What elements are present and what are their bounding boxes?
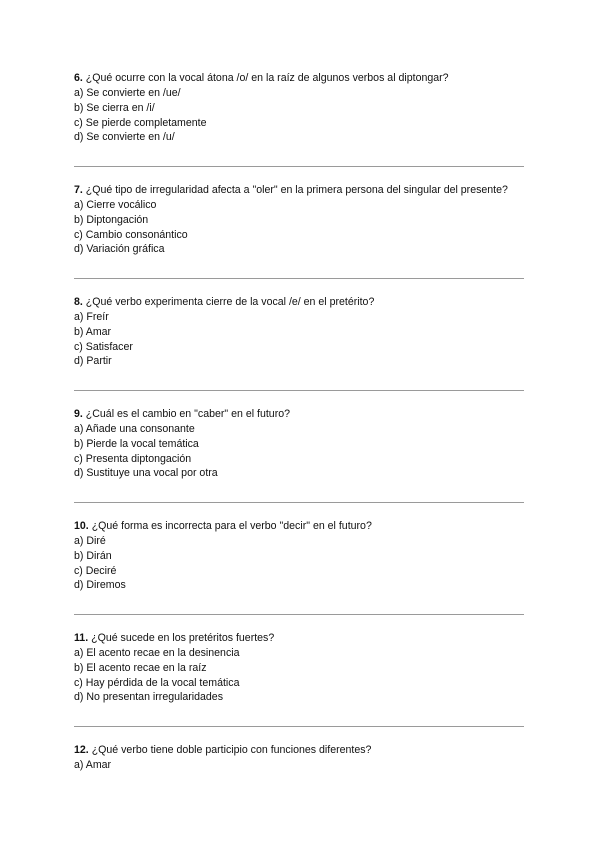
question-6 — [74, 71, 534, 145]
question-text: ¿Qué verbo tiene doble participio con funciones diferentes? — [91, 744, 372, 756]
option-a: a) El acento recae en la desinencia — [74, 647, 240, 659]
option-d: d) Variación gráfica — [74, 243, 165, 256]
question-stem — [74, 71, 534, 86]
option-a: a) Añade una consonante — [74, 423, 195, 435]
option-b: b) Dirán — [74, 549, 112, 562]
question-text: ¿Qué ocurre con la vocal átona /o/ en la raíz de algunos verbos al diptongar? — [85, 72, 449, 84]
question-text: ¿Qué sucede en los pretéritos fuertes? — [91, 632, 275, 644]
question-9 — [74, 407, 534, 481]
option-d: d) No presentan irregularidades — [74, 691, 223, 704]
question-text: ¿Qué forma es incorrecta para el verbo "decir" en el futuro? — [91, 520, 372, 532]
option-b: b) El acento recae en la raíz — [74, 661, 207, 674]
question-stem — [74, 183, 534, 198]
option-d: d) Se convierte en /u/ — [74, 131, 175, 144]
question-number: 10. — [74, 520, 89, 532]
question-stem — [74, 407, 534, 422]
question-number: 11. — [74, 632, 89, 644]
option-c: c) Cambio consonántico — [74, 228, 188, 241]
question-number: 9. — [74, 408, 83, 420]
separator-line — [74, 390, 524, 391]
question-stem — [74, 295, 534, 310]
separator-line — [74, 726, 524, 727]
question-11 — [74, 631, 534, 705]
question-number: 12. — [74, 744, 89, 756]
question-10 — [74, 519, 534, 593]
question-12 — [74, 743, 534, 773]
question-number: 6. — [74, 72, 83, 84]
option-a: a) Freír — [74, 311, 109, 323]
option-d: d) Sustituye una vocal por otra — [74, 467, 218, 480]
option-b: b) Pierde la vocal temática — [74, 437, 199, 450]
question-number: 7. — [74, 184, 83, 196]
option-c: c) Presenta diptongación — [74, 452, 192, 465]
question-stem — [74, 631, 534, 646]
question-text: ¿Cuál es el cambio en "caber" en el futuro? — [85, 408, 291, 420]
question-7 — [74, 183, 534, 257]
separator-line — [74, 614, 524, 615]
question-number: 8. — [74, 296, 83, 308]
option-c: c) Hay pérdida de la vocal temática — [74, 676, 240, 689]
option-c: c) Deciré — [74, 564, 117, 577]
option-b: b) Amar — [74, 325, 112, 338]
option-a: a) Amar — [74, 759, 112, 771]
question-stem — [74, 743, 534, 758]
option-c: c) Satisfacer — [74, 340, 133, 353]
question-8 — [74, 295, 534, 369]
option-a: a) Diré — [74, 535, 106, 547]
option-c: c) Se pierde completamente — [74, 116, 207, 129]
question-text: ¿Qué tipo de irregularidad afecta a "oler" en la primera persona del singular del presente? — [85, 184, 508, 196]
separator-line — [74, 278, 524, 279]
option-b: b) Se cierra en /i/ — [74, 101, 155, 114]
separator-line — [74, 502, 524, 503]
option-a: a) Se convierte en /ue/ — [74, 87, 181, 99]
question-text: ¿Qué verbo experimenta cierre de la vocal /e/ en el pretérito? — [85, 296, 375, 308]
option-a: a) Cierre vocálico — [74, 199, 157, 211]
separator-line — [74, 166, 524, 167]
option-b: b) Diptongación — [74, 213, 149, 226]
option-d: d) Partir — [74, 355, 112, 368]
question-stem — [74, 519, 534, 534]
option-d: d) Diremos — [74, 579, 126, 592]
